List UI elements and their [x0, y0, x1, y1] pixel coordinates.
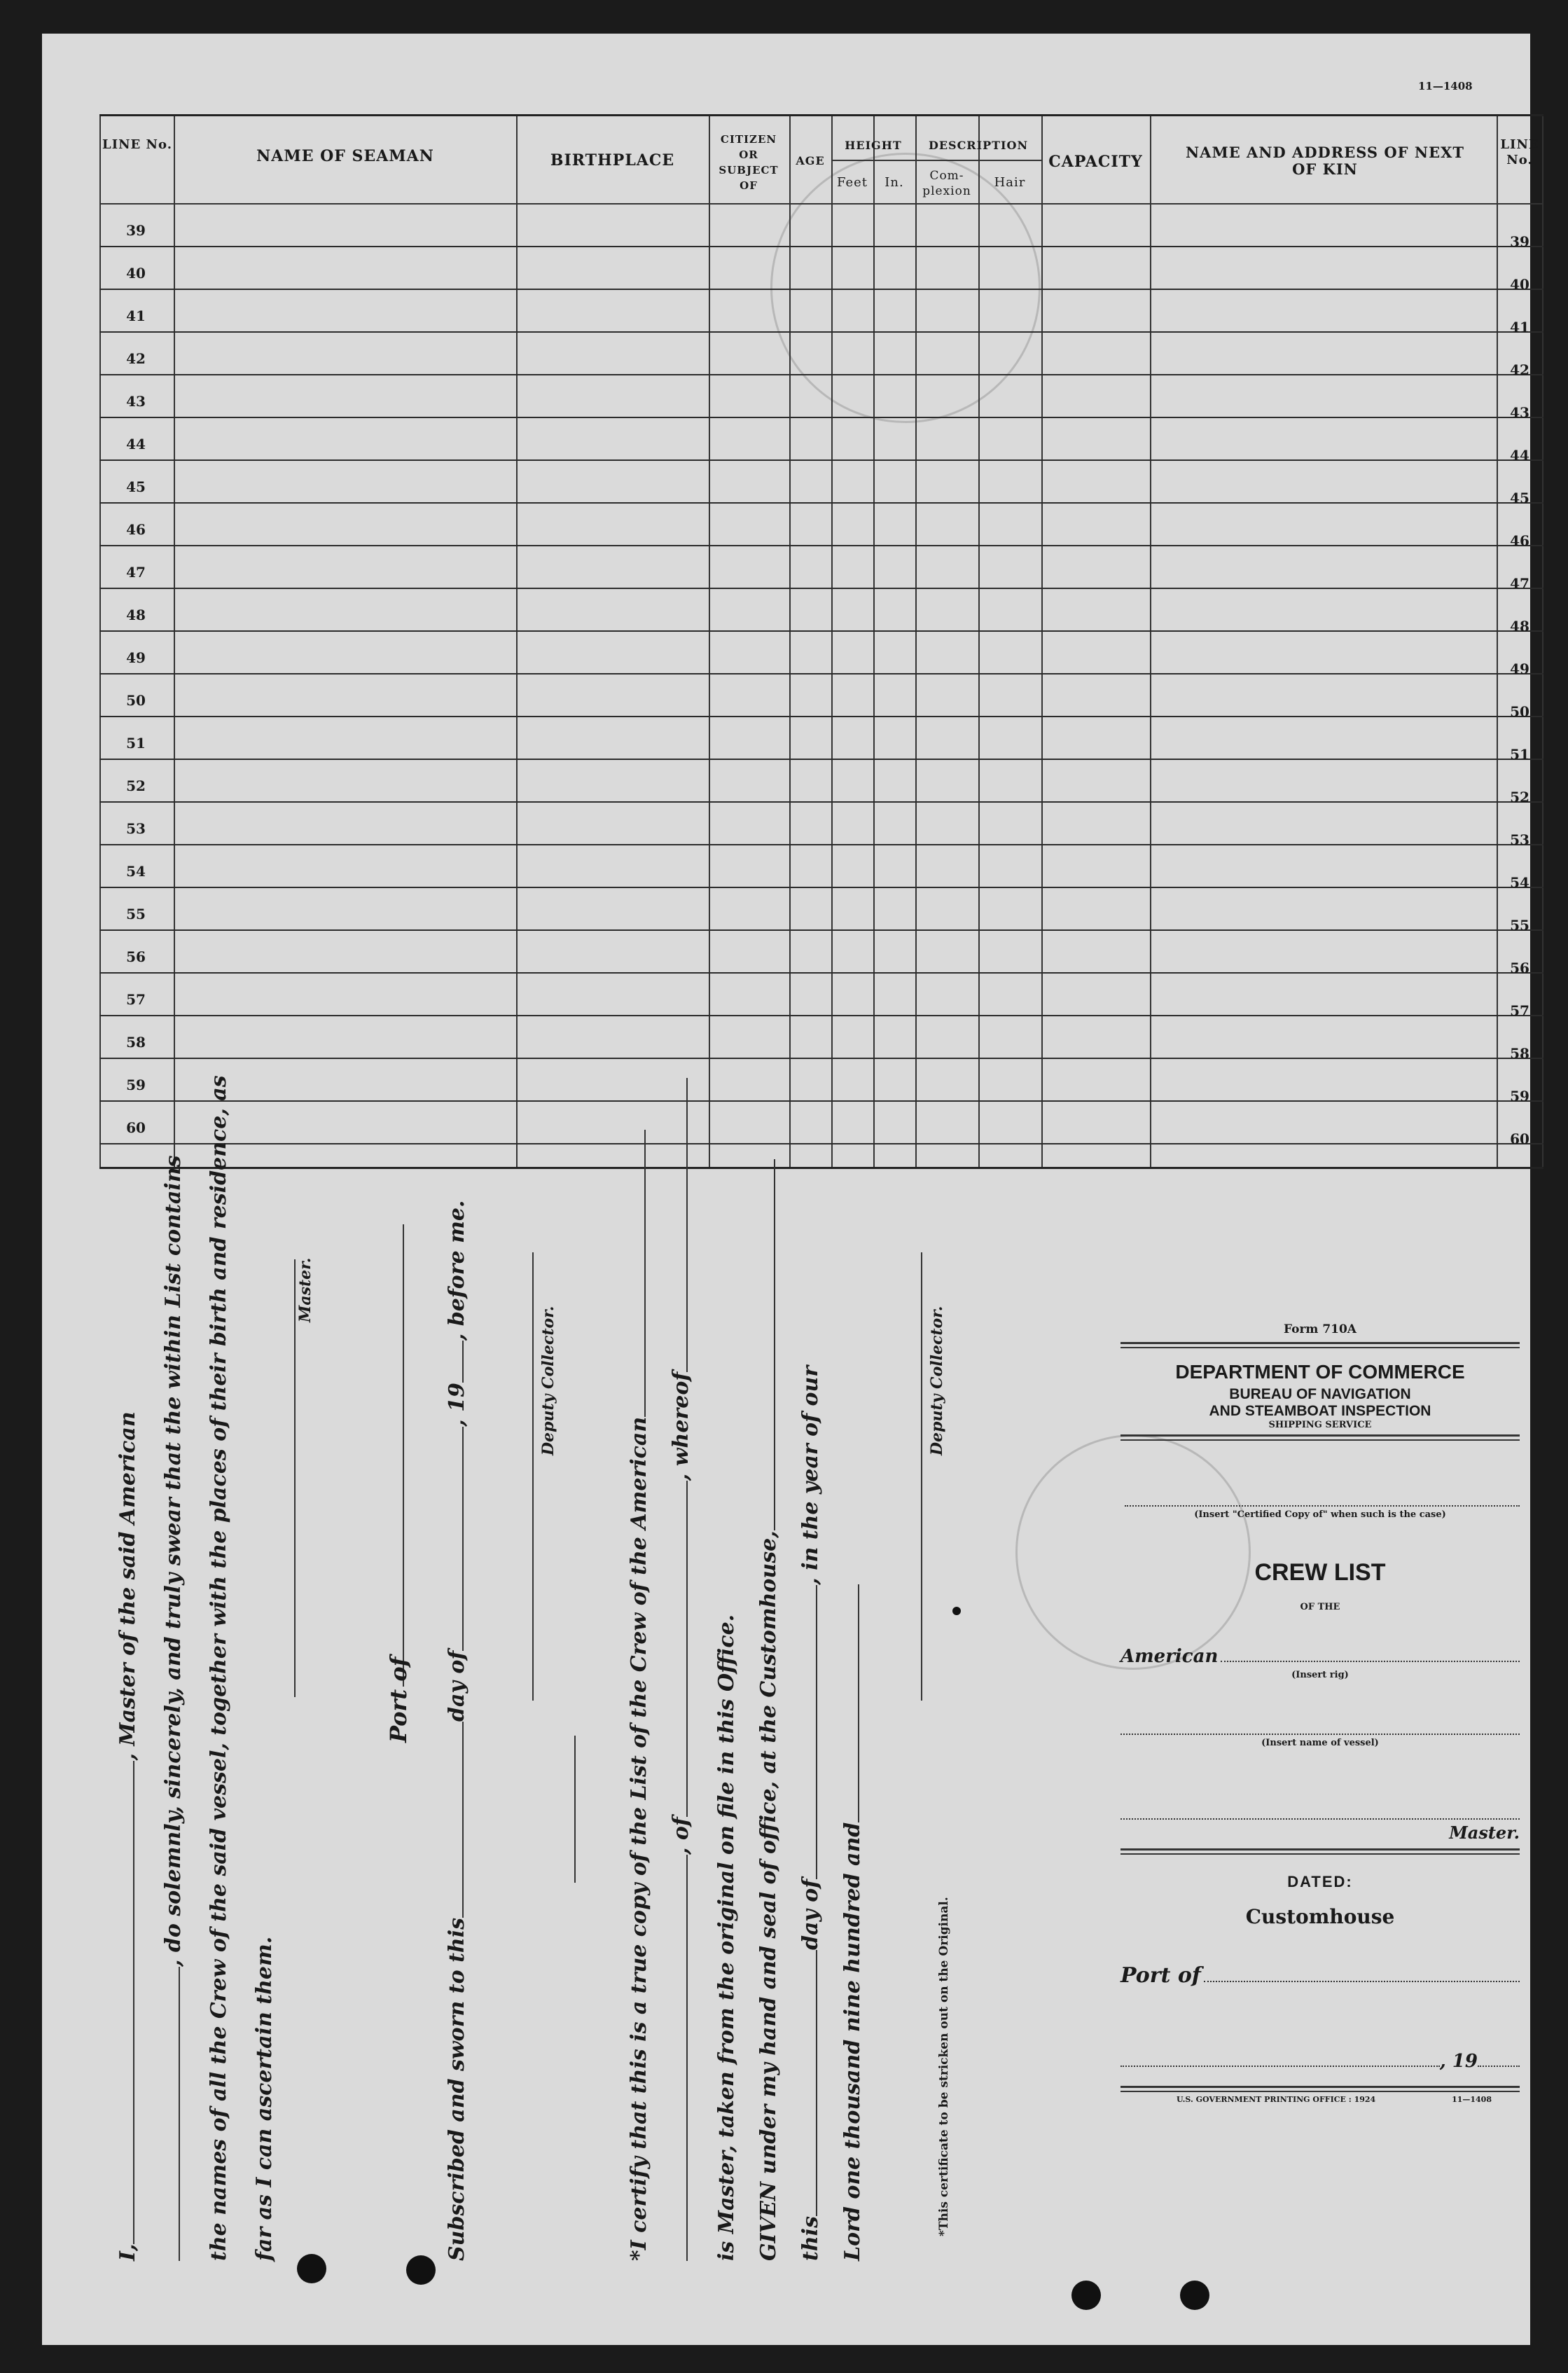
- cover-master-label: Master.: [1449, 1822, 1520, 1843]
- month-blank[interactable]: [462, 1427, 464, 1651]
- cert-day-blank[interactable]: [816, 1950, 817, 2216]
- cert-line-1: [627, 1130, 651, 2261]
- cert-whereof-text: , whereof: [669, 1371, 693, 1481]
- table-row[interactable]: [99, 545, 1543, 546]
- header-hair: Hair: [994, 175, 1026, 190]
- line-number-left: 43: [126, 393, 146, 410]
- cert-line-6: [840, 1584, 865, 2261]
- table-row[interactable]: [99, 1100, 1543, 1102]
- day-of-text: day of: [445, 1650, 469, 1722]
- line-number-right: 52: [1510, 789, 1529, 805]
- cert-blank-b[interactable]: [686, 1481, 688, 1817]
- cert-month-blank[interactable]: [816, 1585, 817, 1879]
- line-number-left: 52: [126, 777, 146, 794]
- table-row[interactable]: [99, 459, 1543, 461]
- line-number-right: 53: [1510, 831, 1529, 848]
- cover-of-the: OF THE: [1300, 1602, 1340, 1612]
- table-row[interactable]: [99, 1015, 1543, 1016]
- table-row[interactable]: [99, 801, 1543, 803]
- cover-printer: U.S. GOVERNMENT PRINTING OFFICE : 1924: [1177, 2095, 1376, 2104]
- table-row[interactable]: [99, 716, 1543, 717]
- table-row[interactable]: [99, 972, 1543, 974]
- line-number-left: 60: [126, 1119, 146, 1136]
- line-number-left: 44: [126, 436, 146, 452]
- deputy-collector-label-2: Deputy Collector.: [928, 1306, 946, 1455]
- line-number-left: 49: [126, 649, 146, 666]
- line-number-left: 56: [126, 948, 146, 965]
- cert-this-text: this: [798, 2216, 823, 2261]
- oath-line-2-text: , do solemnly, sincerely, and truly swear that the within List contains: [161, 1155, 186, 1967]
- cover-port-of-label: Port of: [1121, 1963, 1201, 1988]
- cover-american-label: American: [1121, 1646, 1219, 1667]
- table-row[interactable]: [99, 331, 1543, 333]
- line-number-left: 54: [126, 863, 146, 880]
- line-number-right: 49: [1510, 660, 1529, 677]
- header-line-no-right: LINE No.: [1500, 137, 1539, 167]
- punch-hole-4: [1180, 2281, 1209, 2310]
- line-number-left: 55: [126, 906, 146, 922]
- oath-line-1-text: , Master of the said American: [116, 1411, 140, 1761]
- cover-department: DEPARTMENT OF COMMERCE: [1175, 1361, 1465, 1383]
- cert-day-of-text: day of: [798, 1879, 823, 1951]
- crew-table: [99, 114, 1543, 1169]
- cert-line-4-text: GIVEN under my hand and seal of office, at the Customhouse,: [756, 1530, 781, 2261]
- line-number-right: 50: [1510, 703, 1529, 720]
- cert-line-2: [669, 1078, 693, 2261]
- line-number-right: 39: [1510, 233, 1529, 250]
- table-row[interactable]: [99, 1143, 1543, 1144]
- table-row[interactable]: [99, 374, 1543, 375]
- line-number-right: 54: [1510, 874, 1529, 891]
- table-row[interactable]: [99, 673, 1543, 674]
- line-number-right: 47: [1510, 575, 1529, 592]
- table-row[interactable]: [99, 630, 1543, 632]
- oath-line-3: the names of all the Crew of the said vessel, together with the places of their birth and residence, as: [207, 1075, 231, 2261]
- line-number-right: 59: [1510, 1088, 1529, 1105]
- header-capacity: CAPACITY: [1048, 153, 1143, 171]
- cert-line-5: [798, 1366, 823, 2261]
- line-number-left: 40: [126, 265, 146, 282]
- line-number-right: 42: [1510, 361, 1529, 378]
- master-name-blank[interactable]: [133, 1761, 134, 2244]
- line-number-right: 58: [1510, 1045, 1529, 1062]
- cover-year-label: , 19: [1439, 2051, 1478, 2072]
- table-row[interactable]: [99, 246, 1543, 247]
- certified-copy-note: (Insert "Certified Copy of" when such is the case): [1194, 1509, 1446, 1520]
- table-row[interactable]: [99, 844, 1543, 845]
- master-label: Master.: [296, 1257, 314, 1322]
- line-number-left: 59: [126, 1077, 146, 1093]
- cert-line-3: is Master, taken from the original on file in this Office.: [714, 1614, 739, 2261]
- line-number-right: 40: [1510, 276, 1529, 293]
- line-number-left: 39: [126, 222, 146, 239]
- insert-vessel-note: (Insert name of vessel): [1261, 1738, 1379, 1748]
- certified-copy-blank[interactable]: [1125, 1505, 1520, 1507]
- header-feet: Feet: [836, 175, 868, 190]
- table-row[interactable]: [99, 1058, 1543, 1059]
- header-citizen: CITIZEN OR SUBJECT OF: [719, 133, 779, 192]
- year-blank[interactable]: [462, 1341, 464, 1383]
- customhouse-blank[interactable]: [774, 1159, 775, 1530]
- before-me-text: , before me.: [445, 1200, 469, 1341]
- header-inches: In.: [884, 175, 904, 190]
- master-signature-line[interactable]: [294, 1259, 296, 1697]
- line-number-right: 55: [1510, 917, 1529, 934]
- cover-bureau-1: BUREAU OF NAVIGATION: [1229, 1386, 1411, 1402]
- oath-i: I,: [116, 2243, 140, 2261]
- punch-hole-3: [1071, 2281, 1101, 2310]
- line-number-left: 53: [126, 820, 146, 837]
- header-birthplace: BIRTHPLACE: [550, 151, 675, 170]
- line-number-left: 51: [126, 735, 146, 752]
- header-age: AGE: [796, 154, 825, 167]
- cert-blank-a[interactable]: [686, 1855, 688, 2261]
- form-code-top: 11—1408: [1418, 80, 1473, 92]
- year-text: , 19: [445, 1383, 469, 1427]
- cover-customhouse: Customhouse: [1245, 1905, 1395, 1928]
- cert-year-blank[interactable]: [858, 1584, 859, 1822]
- line-number-left: 45: [126, 478, 146, 495]
- deputy-signature-line-1[interactable]: [532, 1252, 534, 1701]
- header-next-of-kin: NAME AND ADDRESS OF NEXT OF KIN: [1185, 144, 1465, 178]
- line-number-right: 45: [1510, 490, 1529, 506]
- cover-bureau-2: AND STEAMBOAT INSPECTION: [1209, 1403, 1431, 1419]
- table-row[interactable]: [99, 502, 1543, 504]
- oath-line-2: [161, 1155, 186, 2261]
- table-row[interactable]: [99, 929, 1543, 931]
- vessel-name-blank[interactable]: [1121, 1734, 1520, 1735]
- day-blank[interactable]: [462, 1722, 464, 1918]
- cover-port-blank[interactable]: [1204, 1981, 1520, 1982]
- line-number-right: 48: [1510, 618, 1529, 635]
- oath-blank-2[interactable]: [179, 1967, 180, 2261]
- subscribed-line: [445, 1201, 469, 2261]
- cover-shipping-service: SHIPPING SERVICE: [1268, 1420, 1372, 1430]
- line-number-right: 56: [1510, 960, 1529, 976]
- cert-of-text: , of: [669, 1817, 693, 1855]
- port-of-blank[interactable]: [403, 1224, 404, 1687]
- deputy-signature-line-2[interactable]: [921, 1252, 922, 1701]
- subscribed-text: Subscribed and sworn to this: [445, 1917, 469, 2261]
- cover-code: 11—1408: [1452, 2095, 1492, 2104]
- line-number-right: 41: [1510, 319, 1529, 335]
- line-number-left: 48: [126, 607, 146, 623]
- cover-date-blank[interactable]: [1121, 2066, 1440, 2067]
- line-number-right: 51: [1510, 746, 1529, 763]
- table-row[interactable]: [99, 289, 1543, 290]
- cert-blank-c[interactable]: [686, 1078, 688, 1372]
- header-complexion: Com-plexion: [922, 169, 971, 198]
- insert-rig-note: (Insert rig): [1291, 1670, 1349, 1680]
- table-row[interactable]: [99, 887, 1543, 888]
- cert-line-6-text: Lord one thousand nine hundred and: [840, 1822, 865, 2261]
- oath-line-4: far as I can ascertain them.: [252, 1936, 277, 2261]
- cert-year-of-our-text: , in the year of our: [798, 1365, 823, 1585]
- cert-vessel-blank[interactable]: [644, 1130, 646, 1417]
- line-number-left: 42: [126, 350, 146, 367]
- cover-title: CREW LIST: [1254, 1559, 1386, 1586]
- line-number-left: 50: [126, 692, 146, 709]
- line-number-left: 41: [126, 307, 146, 324]
- table-row[interactable]: [99, 417, 1543, 418]
- cover-panel: [1121, 1322, 1520, 2104]
- header-description: DESCRIPTION: [928, 139, 1029, 152]
- punch-hole-1: [297, 2254, 326, 2283]
- line-number-right: 43: [1510, 404, 1529, 421]
- line-number-left: 47: [126, 564, 146, 581]
- header-name-of-seaman: NAME OF SEAMAN: [256, 147, 434, 165]
- line-number-right: 57: [1510, 1002, 1529, 1019]
- table-row[interactable]: [99, 759, 1543, 760]
- cover-form-number: Form 710A: [1283, 1322, 1357, 1336]
- line-number-left: 57: [126, 991, 146, 1008]
- line-number-right: 46: [1510, 532, 1529, 549]
- line-number-left: 46: [126, 521, 146, 538]
- cover-dated: DATED:: [1287, 1873, 1353, 1890]
- cover-year-blank[interactable]: [1478, 2066, 1520, 2067]
- port-of-label: Port of: [385, 1656, 412, 1743]
- rig-blank[interactable]: [1221, 1661, 1520, 1662]
- cert-line-4: [756, 1159, 781, 2261]
- seal-mark-line: [574, 1736, 576, 1883]
- oath-line-1: [116, 1411, 140, 2261]
- crew-list-form: [42, 34, 1539, 2345]
- header-height: HEIGHT: [845, 139, 902, 152]
- cert-footnote: *This certificate to be stricken out on the Original.: [937, 1897, 951, 2236]
- master-blank[interactable]: [1121, 1818, 1520, 1820]
- line-number-right: 44: [1510, 447, 1529, 464]
- line-number-right: 60: [1510, 1130, 1529, 1147]
- table-row[interactable]: [99, 588, 1543, 589]
- deputy-collector-label-1: Deputy Collector.: [539, 1306, 557, 1455]
- ink-dot: [952, 1607, 961, 1615]
- cert-line-1-text: *I certify that this is a true copy of the List of the Crew of the American: [627, 1416, 651, 2261]
- punch-hole-2: [406, 2255, 436, 2285]
- line-number-left: 58: [126, 1034, 146, 1051]
- header-line-no: LINE No.: [102, 137, 172, 152]
